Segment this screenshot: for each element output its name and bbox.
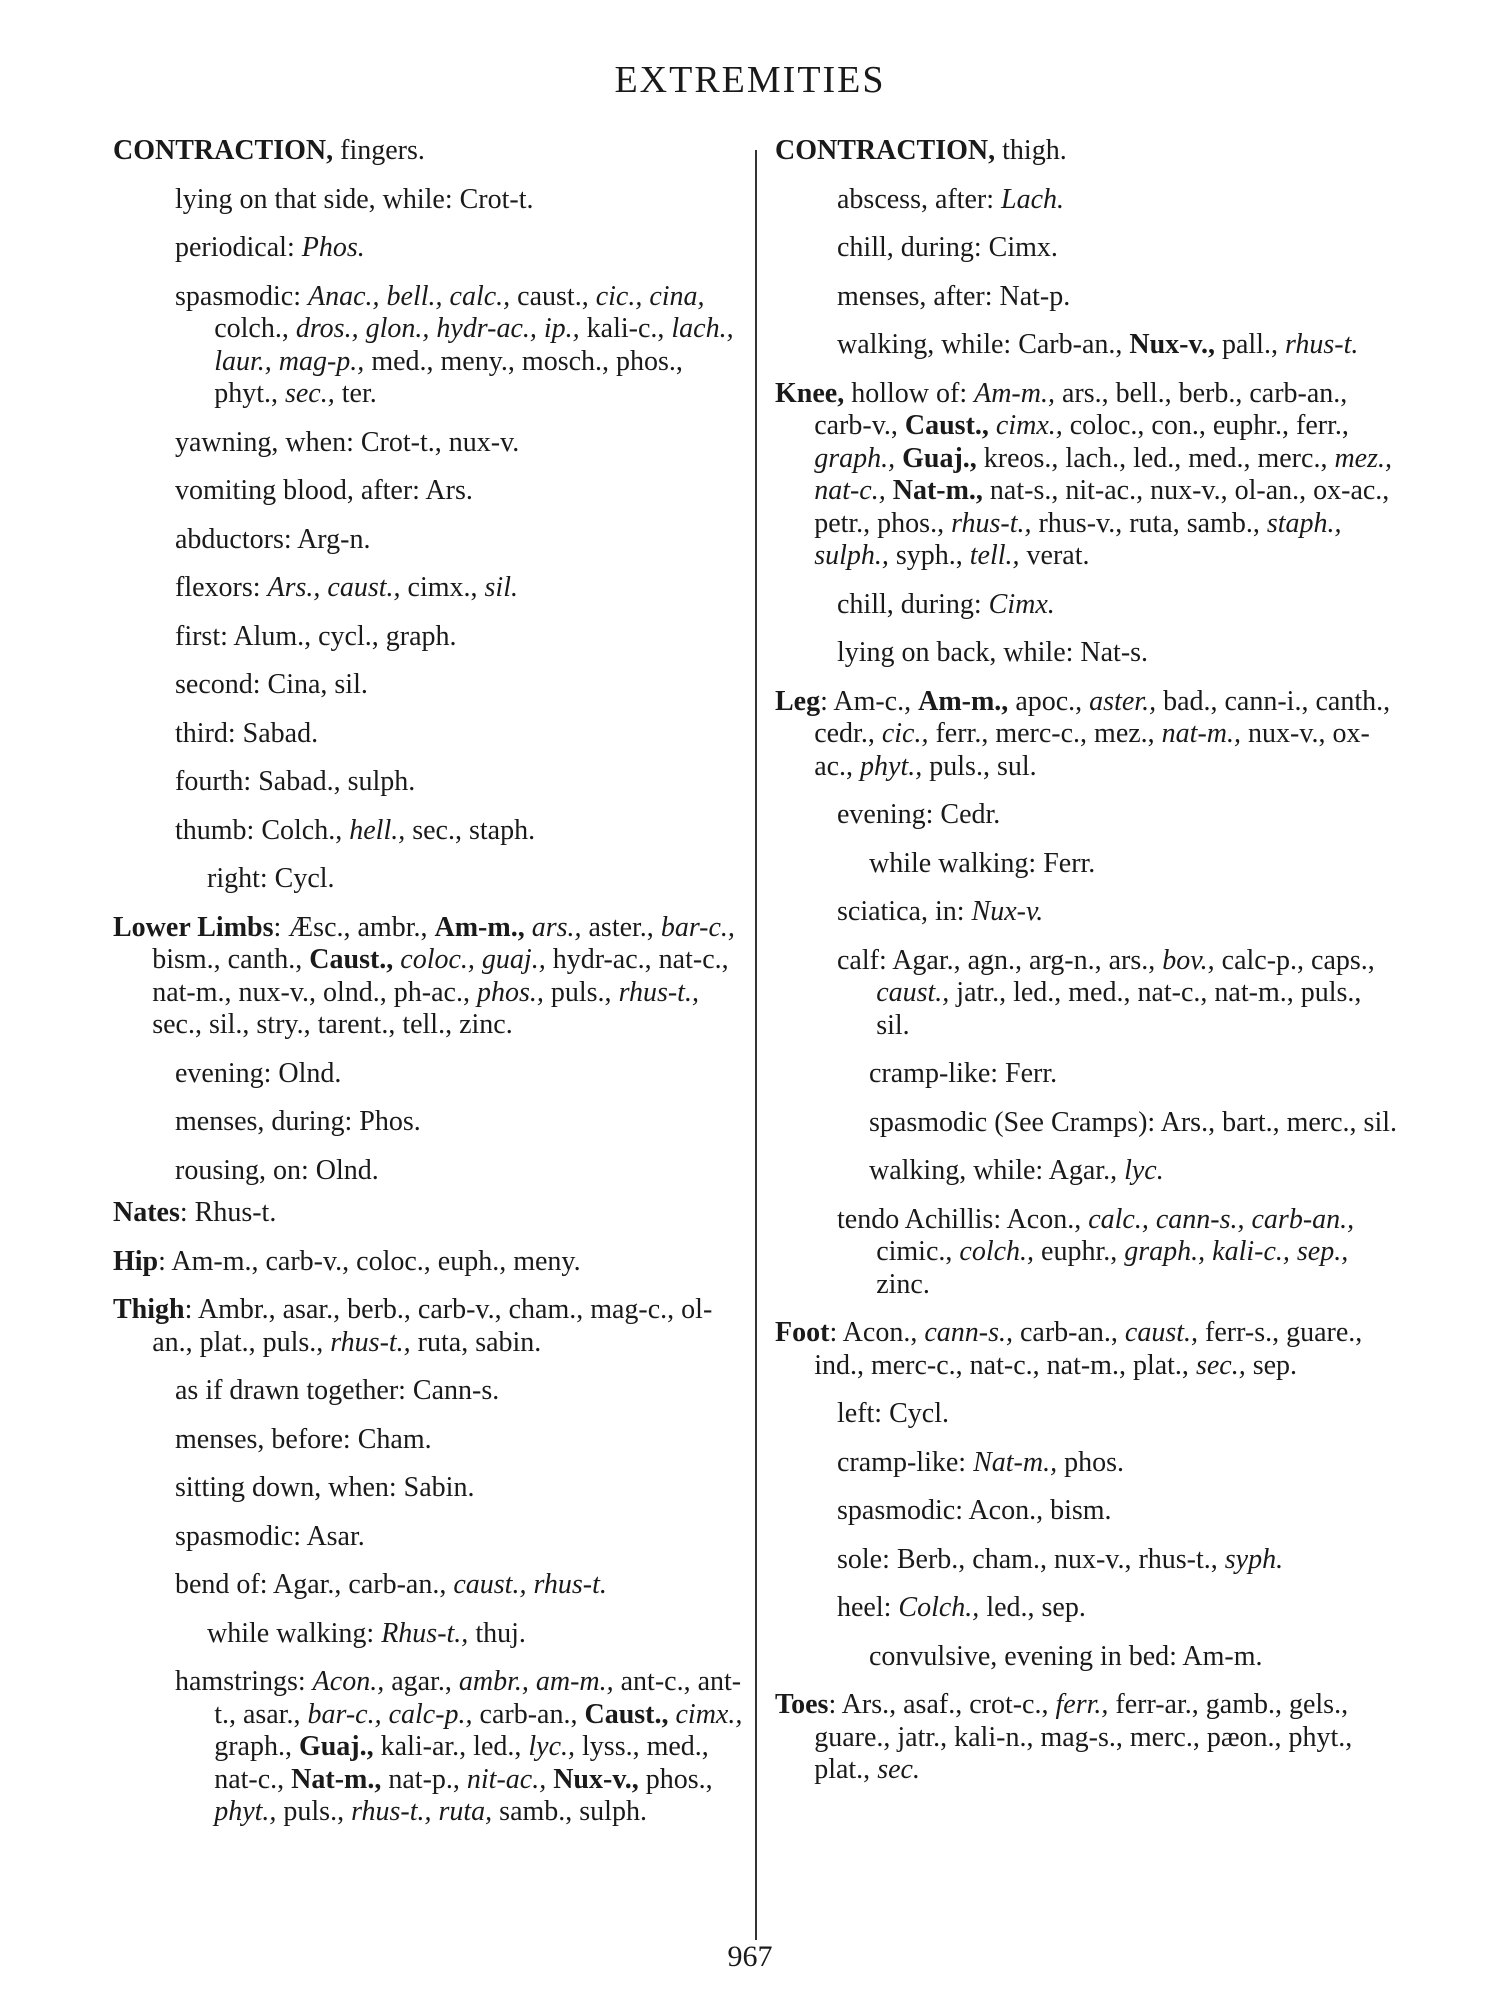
text: lying on that side, while: Crot-t. bbox=[175, 183, 534, 215]
subrubric-entry bbox=[837, 945, 1400, 1043]
italic-text: caust., bbox=[876, 977, 950, 1008]
text: third: Sabad. bbox=[175, 717, 319, 749]
right-column bbox=[775, 135, 1400, 1803]
bold-text: Nux-v., bbox=[553, 1763, 639, 1795]
bold-text: Thigh bbox=[113, 1294, 185, 1325]
italic-text: Colch., bbox=[898, 1592, 980, 1623]
text: ars., bell., berb., carb-an., carb-v., bbox=[814, 377, 1348, 441]
text: periodical: bbox=[175, 232, 302, 263]
italic-text: ambr., am-m., bbox=[458, 1666, 614, 1697]
text: while walking: bbox=[207, 1617, 382, 1649]
text: led., sep. bbox=[979, 1592, 1086, 1623]
subrubric-entry bbox=[207, 863, 745, 896]
text: right: Cycl. bbox=[207, 863, 335, 894]
italic-text: caust., rhus-t. bbox=[453, 1569, 607, 1600]
text: evening: Olnd. bbox=[175, 1057, 342, 1089]
rubric-entry bbox=[775, 378, 1400, 573]
italic-text: dros., glon., hydr-ac., ip., bbox=[295, 313, 580, 344]
italic-text: colch., bbox=[959, 1236, 1035, 1267]
text: cimic., bbox=[876, 1236, 960, 1267]
text: spasmodic: Asar. bbox=[175, 1520, 365, 1552]
column-rule bbox=[755, 150, 757, 1940]
text: graph., bbox=[214, 1731, 299, 1762]
subrubric-entry bbox=[175, 669, 745, 702]
text: nat-p., bbox=[381, 1763, 467, 1795]
italic-text: cimx., bbox=[995, 410, 1063, 441]
bold-text: Hip bbox=[113, 1245, 159, 1277]
rubric-entry bbox=[775, 686, 1400, 784]
subrubric-entry bbox=[837, 329, 1400, 362]
bold-text: Am-m., bbox=[918, 685, 1009, 717]
italic-text: syph. bbox=[1224, 1543, 1284, 1575]
text: caust., bbox=[510, 280, 596, 312]
text: pall., bbox=[1214, 329, 1285, 360]
bold-text: Am-m., bbox=[434, 911, 525, 943]
text: cimx., bbox=[400, 572, 485, 603]
text: lyss., med., nat-c., bbox=[214, 1731, 709, 1795]
text: carb-an., bbox=[1012, 1317, 1125, 1348]
text: sole: Berb., cham., nux-v., rhus-t., bbox=[837, 1543, 1225, 1575]
text: : Ambr., asar., berb., carb-v., cham., mag-c., ol-an., plat., puls., bbox=[152, 1294, 713, 1358]
bold-text: Leg bbox=[775, 685, 821, 717]
text: : Æsc., ambr., bbox=[273, 911, 435, 943]
left-column bbox=[113, 135, 745, 1845]
text: evening: Cedr. bbox=[837, 799, 1001, 830]
italic-text: lach., laur., mag-p., bbox=[214, 313, 734, 377]
text: puls., bbox=[543, 976, 619, 1008]
text: ant-c., ant-t., asar., bbox=[214, 1666, 742, 1730]
subrubric-entry bbox=[175, 1521, 745, 1554]
subrubric-entry bbox=[837, 637, 1400, 670]
italic-text: cic., bbox=[881, 718, 929, 749]
text: bism., canth., bbox=[152, 944, 310, 975]
text: thumb: Colch., bbox=[175, 814, 350, 846]
subrubric-entry bbox=[207, 1618, 745, 1651]
text: spasmodic: bbox=[175, 280, 308, 312]
italic-text: phyt., bbox=[860, 750, 923, 782]
text: ferr-ar., gamb., gels., guare., jatr., kali-n., mag-s., merc., pæon., phyt., plat., bbox=[814, 1689, 1353, 1785]
subrubric-entry bbox=[175, 1155, 745, 1188]
bold-text: Knee, bbox=[775, 377, 845, 409]
text: bend of: Agar., carb-an., bbox=[175, 1569, 454, 1600]
italic-text: cimx., bbox=[675, 1698, 743, 1730]
subrubric-entry bbox=[837, 1592, 1400, 1625]
text bbox=[989, 410, 996, 441]
text: kreos., lach., led., med., merc., bbox=[976, 442, 1335, 474]
rubric-entry bbox=[113, 912, 745, 1042]
text: first: Alum., cycl., graph. bbox=[175, 620, 457, 652]
text: : Rhus-t. bbox=[179, 1197, 277, 1228]
subrubric-entry bbox=[175, 232, 745, 265]
subrubric-entry bbox=[175, 1058, 745, 1091]
text: ferr-s., guare., ind., merc-c., nat-c., nat-m., plat., bbox=[814, 1317, 1363, 1381]
subrubric-entry bbox=[175, 1472, 745, 1505]
bold-text: Toes bbox=[775, 1689, 829, 1720]
subrubric-entry bbox=[837, 1544, 1400, 1577]
text: lying on back, while: Nat-s. bbox=[837, 637, 1149, 668]
text: ferr., merc-c., mez., bbox=[928, 718, 1162, 749]
text: phos. bbox=[1057, 1446, 1124, 1478]
italic-text: cann-s., bbox=[924, 1317, 1013, 1348]
text: phos., bbox=[638, 1763, 713, 1795]
bold-text: Caust., bbox=[584, 1698, 669, 1730]
text: walking, while: Agar., bbox=[869, 1155, 1125, 1186]
italic-text: rhus-t. bbox=[1284, 329, 1359, 360]
text: spasmodic: Acon., bism. bbox=[837, 1495, 1112, 1526]
bold-text: Nates bbox=[113, 1197, 180, 1228]
text: apoc., bbox=[1008, 685, 1090, 717]
text: convulsive, evening in bed: Am-m. bbox=[869, 1640, 1263, 1672]
text: abscess, after: bbox=[837, 183, 1002, 215]
text: left: Cycl. bbox=[837, 1398, 949, 1429]
italic-text: lyc., bbox=[528, 1731, 576, 1762]
subrubric-entry bbox=[175, 815, 745, 848]
italic-text: bar-c., bbox=[660, 911, 735, 943]
bold-text: Caust., bbox=[309, 944, 394, 975]
italic-text: bov., bbox=[1162, 944, 1215, 976]
subrubric-entry bbox=[837, 1204, 1400, 1302]
text: kali-c., bbox=[579, 313, 672, 344]
italic-text: caust., bbox=[1124, 1317, 1199, 1348]
italic-text: Phos. bbox=[301, 232, 365, 263]
bold-text: Nux-v., bbox=[1129, 329, 1215, 360]
text: vomiting blood, after: Ars. bbox=[175, 475, 473, 506]
italic-text: lyc. bbox=[1124, 1155, 1164, 1186]
italic-text: rhus-t., bbox=[951, 507, 1032, 539]
italic-text: Acon., bbox=[312, 1666, 385, 1697]
text: bad., cann-i., canth., cedr., bbox=[814, 685, 1391, 749]
text: coloc., con., euphr., ferr., bbox=[1062, 410, 1349, 441]
text: menses, after: Nat-p. bbox=[837, 280, 1071, 312]
subrubric-entry bbox=[175, 572, 745, 605]
text: hollow of: bbox=[844, 377, 975, 409]
italic-text: nat-m., bbox=[1161, 718, 1241, 749]
subrubric-entry bbox=[869, 1107, 1400, 1140]
text: ter. bbox=[334, 378, 377, 409]
text: second: Cina, sil. bbox=[175, 669, 368, 700]
text bbox=[669, 1699, 676, 1730]
italic-text: Am-m., bbox=[974, 377, 1055, 409]
subrubric-entry bbox=[175, 1106, 745, 1139]
text: zinc. bbox=[876, 1268, 930, 1300]
italic-text: sec., bbox=[1195, 1349, 1246, 1381]
text: puls., bbox=[276, 1796, 352, 1827]
italic-text: aster., bbox=[1089, 685, 1157, 717]
text: carb-an., bbox=[472, 1698, 585, 1730]
text: nat-s., nit-ac., nux-v., ol-an., ox-ac., petr., phos., bbox=[814, 475, 1390, 539]
italic-text: sec., bbox=[284, 378, 335, 409]
page-number: 967 bbox=[727, 1940, 773, 1973]
rubric-entry bbox=[775, 1317, 1400, 1382]
text: chill, during: bbox=[837, 588, 989, 620]
bold-text: CONTRACTION, bbox=[775, 135, 996, 166]
italic-text: phyt., bbox=[214, 1796, 277, 1827]
text: nux-v., ox-ac., bbox=[814, 718, 1370, 782]
text: syph., bbox=[888, 540, 970, 571]
text: ruta, sabin. bbox=[410, 1326, 542, 1358]
subrubric-entry bbox=[175, 1569, 745, 1602]
italic-text: hell., bbox=[349, 814, 406, 846]
text: samb., sulph. bbox=[492, 1796, 647, 1827]
text: spasmodic (See Cramps): Ars., bart., merc., sil. bbox=[869, 1106, 1398, 1138]
text: hamstrings: bbox=[175, 1666, 313, 1697]
text: cramp-like: bbox=[837, 1446, 974, 1478]
text: as if drawn together: Cann-s. bbox=[175, 1375, 500, 1406]
text: sep. bbox=[1245, 1349, 1298, 1381]
text bbox=[886, 475, 893, 506]
text: while walking: Ferr. bbox=[869, 847, 1096, 879]
bold-text: Nat-m., bbox=[291, 1763, 382, 1795]
text: cramp-like: Ferr. bbox=[869, 1058, 1058, 1089]
text: kali-ar., led., bbox=[373, 1731, 529, 1762]
text: sciatica, in: bbox=[837, 896, 972, 927]
rubric-entry bbox=[775, 135, 1400, 168]
italic-text: Nat-m., bbox=[973, 1446, 1058, 1478]
italic-text: rhus-t., bbox=[330, 1326, 411, 1358]
italic-text: graph., bbox=[814, 442, 896, 474]
italic-text: calc., cann-s., carb-an., bbox=[1088, 1203, 1355, 1235]
italic-text: nit-ac., bbox=[466, 1763, 547, 1795]
subrubric-entry bbox=[837, 1398, 1400, 1431]
subrubric-entry bbox=[175, 475, 745, 508]
text: rousing, on: Olnd. bbox=[175, 1154, 379, 1186]
text: euphr., bbox=[1034, 1236, 1125, 1267]
text: : Ars., asaf., crot-c., bbox=[828, 1689, 1056, 1720]
subrubric-entry bbox=[175, 1424, 745, 1457]
italic-text: rhus-t., ruta, bbox=[351, 1796, 493, 1827]
text: chill, during: Cimx. bbox=[837, 232, 1058, 263]
rubric-entry bbox=[113, 1294, 745, 1359]
text: sec., sil., stry., tarent., tell., zinc. bbox=[152, 1009, 513, 1040]
italic-text: coloc., guaj., bbox=[400, 944, 546, 975]
subrubric-entry bbox=[837, 232, 1400, 265]
italic-text: tell., bbox=[969, 540, 1020, 571]
italic-text: bar-c., calc-p., bbox=[307, 1698, 473, 1730]
text: puls., sul. bbox=[922, 750, 1037, 782]
text: thuj. bbox=[468, 1617, 526, 1649]
rubric-entry bbox=[113, 135, 745, 168]
bold-text: Nat-m., bbox=[892, 475, 983, 506]
text: : Am-m., carb-v., coloc., euph., meny. bbox=[158, 1245, 581, 1277]
rubric-entry bbox=[113, 1246, 745, 1279]
rubric-entry bbox=[775, 1689, 1400, 1787]
text: verat. bbox=[1019, 540, 1090, 571]
italic-text: sec. bbox=[877, 1754, 920, 1785]
subrubric-entry bbox=[837, 799, 1400, 832]
text: sitting down, when: Sabin. bbox=[175, 1472, 475, 1503]
subrubric-entry bbox=[175, 718, 745, 751]
running-head: EXTREMITIES bbox=[614, 59, 886, 101]
text bbox=[525, 912, 532, 943]
italic-text: sil. bbox=[484, 572, 518, 603]
text: heel: bbox=[837, 1592, 899, 1623]
subrubric-entry bbox=[837, 589, 1400, 622]
text: colch., bbox=[214, 313, 296, 344]
bold-text: Caust., bbox=[904, 410, 989, 441]
bold-text: Foot bbox=[775, 1317, 830, 1348]
text: calc-p., caps., bbox=[1214, 944, 1375, 976]
subrubric-entry bbox=[837, 896, 1400, 929]
subrubric-entry bbox=[837, 184, 1400, 217]
subrubric-entry bbox=[175, 524, 745, 557]
text: tendo Achillis: Acon., bbox=[837, 1203, 1089, 1235]
subrubric-entry bbox=[837, 1495, 1400, 1528]
italic-text: rhus-t., bbox=[618, 976, 699, 1008]
text: aster., bbox=[581, 911, 661, 943]
italic-text: Lach. bbox=[1001, 183, 1065, 215]
text: fingers. bbox=[333, 135, 425, 166]
subrubric-entry bbox=[175, 766, 745, 799]
text: yawning, when: Crot-t., nux-v. bbox=[175, 426, 520, 458]
bold-text: CONTRACTION, bbox=[113, 135, 334, 166]
subrubric-entry bbox=[869, 1641, 1400, 1674]
italic-text: phos., bbox=[476, 976, 544, 1008]
subrubric-entry bbox=[175, 1666, 745, 1829]
subrubric-entry bbox=[869, 1155, 1400, 1188]
text: jatr., led., med., nat-c., nat-m., puls., sil. bbox=[876, 977, 1362, 1041]
bold-text: Guaj., bbox=[902, 442, 977, 474]
text: thigh. bbox=[995, 135, 1067, 166]
text: abductors: Arg-n. bbox=[175, 523, 371, 555]
bold-text: Lower Limbs bbox=[113, 911, 274, 943]
subrubric-entry bbox=[175, 621, 745, 654]
italic-text: staph., sulph., bbox=[814, 507, 1342, 571]
italic-text: Cimx. bbox=[988, 588, 1055, 620]
subrubric-entry bbox=[869, 1058, 1400, 1091]
italic-text: ferr., bbox=[1055, 1689, 1109, 1720]
text: menses, before: Cham. bbox=[175, 1423, 432, 1455]
italic-text: Nux-v. bbox=[971, 896, 1044, 927]
subrubric-entry bbox=[869, 848, 1400, 881]
text: med., meny., mosch., phos., phyt., bbox=[214, 345, 683, 409]
text: agar., bbox=[384, 1666, 459, 1697]
rubric-entry bbox=[113, 1197, 745, 1230]
italic-text: Ars., caust., bbox=[267, 572, 401, 603]
bold-text: Guaj., bbox=[298, 1731, 374, 1762]
text: walking, while: Carb-an., bbox=[837, 329, 1130, 360]
text: fourth: Sabad., sulph. bbox=[175, 766, 416, 797]
subrubric-entry bbox=[175, 184, 745, 217]
text: sec., staph. bbox=[405, 814, 536, 846]
text: calf: Agar., agn., arg-n., ars., bbox=[837, 944, 1163, 976]
text: flexors: bbox=[175, 572, 268, 603]
subrubric-entry bbox=[175, 1375, 745, 1408]
italic-text: cic., cina, bbox=[595, 280, 705, 312]
text: menses, during: Phos. bbox=[175, 1106, 421, 1137]
italic-text: graph., kali-c., sep., bbox=[1124, 1236, 1349, 1267]
subrubric-entry bbox=[837, 1447, 1400, 1480]
subrubric-entry bbox=[175, 281, 745, 411]
text: rhus-v., ruta, samb., bbox=[1031, 507, 1267, 539]
text: : Am-c., bbox=[820, 685, 919, 717]
italic-text: mez., nat-c., bbox=[814, 442, 1392, 506]
italic-text: Anac., bell., calc., bbox=[308, 280, 511, 312]
subrubric-entry bbox=[837, 281, 1400, 314]
italic-text: ars., bbox=[531, 911, 582, 943]
italic-text: Rhus-t., bbox=[381, 1617, 469, 1649]
text: : Acon., bbox=[829, 1317, 925, 1348]
subrubric-entry bbox=[175, 427, 745, 460]
text: hydr-ac., nat-c., nat-m., nux-v., olnd., ph-ac., bbox=[152, 944, 729, 1008]
